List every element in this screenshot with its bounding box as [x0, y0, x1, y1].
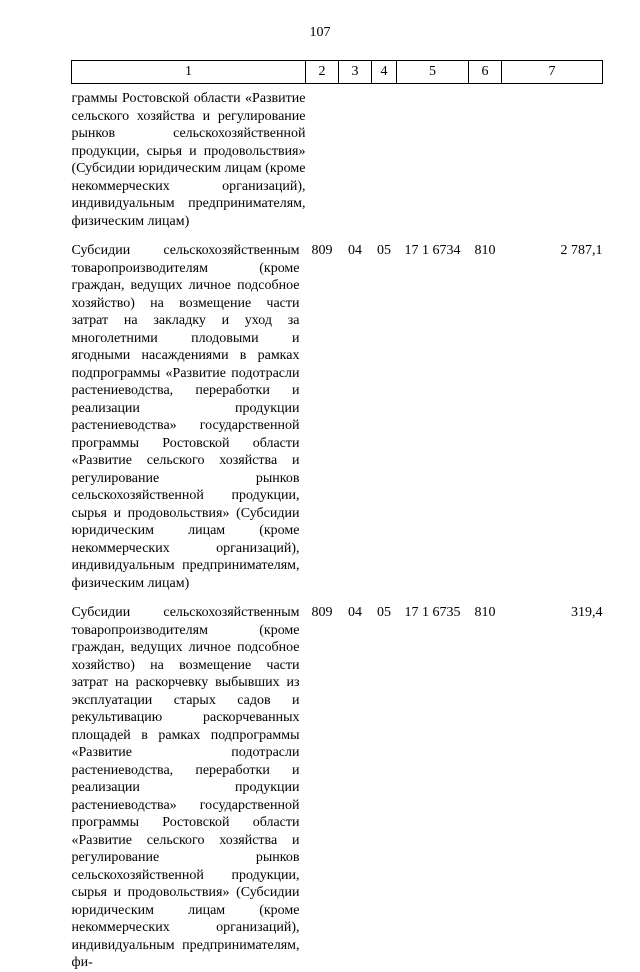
row-description: Субсидии сельскохозяйственным товаропроизводителям (кроме граждан, ведущих личное подсобное хозяйство) на возмещение части затрат на закладку и уход за многолетними плодовыми и ягодными насаждениями в рамках подпрограммы «Развитие подотрасли растениеводства, переработки и реализации продукции растениеводства» государственной программы Ростовской области «Развитие сельского хозяйства и регулирование рынков сельскохозяйственной продукции, сырья и продовольствия» (Субсидии юридическим лицам (кроме некоммерческих организаций), индивидуальным предпринимателям, физическим лицам): [71, 243, 300, 591]
row-section-code: [339, 84, 372, 231]
row-expense-type: 810: [474, 605, 496, 620]
row-amount: 319,4: [571, 605, 603, 620]
row-description: Субсидии сельскохозяйственным товаропроизводителям (кроме граждан, ведущих личное подсобное хозяйство) на возмещение части затрат на раскорчевку выбывших из эксплуатации старых садов и рекультивацию раскорчеванных площадей в рамках подпрограммы «Развитие подотрасли растениеводства, переработки и реализации продукции растениеводства» государственной программы Ростовской области «Развитие сельского хозяйства и регулирование рынков сельскохозяйственной продукции, сырья и продовольствия» (Субсидии юридическим лицам (кроме некоммерческих организаций), индивидуальным предпринимателям, фи-: [71, 605, 300, 970]
column-header: 2: [306, 61, 339, 84]
column-header: 1: [72, 61, 306, 84]
column-header: 7: [502, 61, 603, 84]
column-header: 5: [397, 61, 469, 84]
row-target-article: 17 1 6735: [404, 605, 461, 620]
row-subsection-code: [372, 84, 397, 231]
row-amount: 2 787,1: [560, 243, 603, 258]
budget-table: [71, 60, 603, 972]
row-amount: [502, 84, 603, 231]
table-header-row: [72, 61, 603, 84]
row-ministry-code: [306, 84, 339, 231]
row-expense-type: [469, 84, 502, 231]
row-subsection-code: 05: [377, 605, 391, 620]
row-target-article: 17 1 6734: [404, 243, 461, 258]
row-ministry-code: 809: [311, 243, 333, 258]
page-number: 107: [309, 25, 331, 40]
table-row: [72, 230, 603, 592]
table-row: [72, 592, 603, 972]
row-ministry-code: 809: [311, 605, 333, 620]
row-target-article: [397, 84, 469, 231]
row-subsection-code: 05: [377, 243, 391, 258]
row-section-code: 04: [348, 243, 362, 258]
row-expense-type: 810: [474, 243, 496, 258]
column-header: 6: [469, 61, 502, 84]
table-row: [72, 84, 603, 231]
column-header: 4: [372, 61, 397, 84]
column-header: 3: [339, 61, 372, 84]
row-section-code: 04: [348, 605, 362, 620]
row-description: граммы Ростовской области «Развитие сельского хозяйства и регулирование рынков сельскохозяйственной продукции, сырья и продовольствия» (Субсидии юридическим лицам (кроме некоммерческих организаций), индивидуальным предпринимателям, физическим лицам): [71, 91, 306, 229]
